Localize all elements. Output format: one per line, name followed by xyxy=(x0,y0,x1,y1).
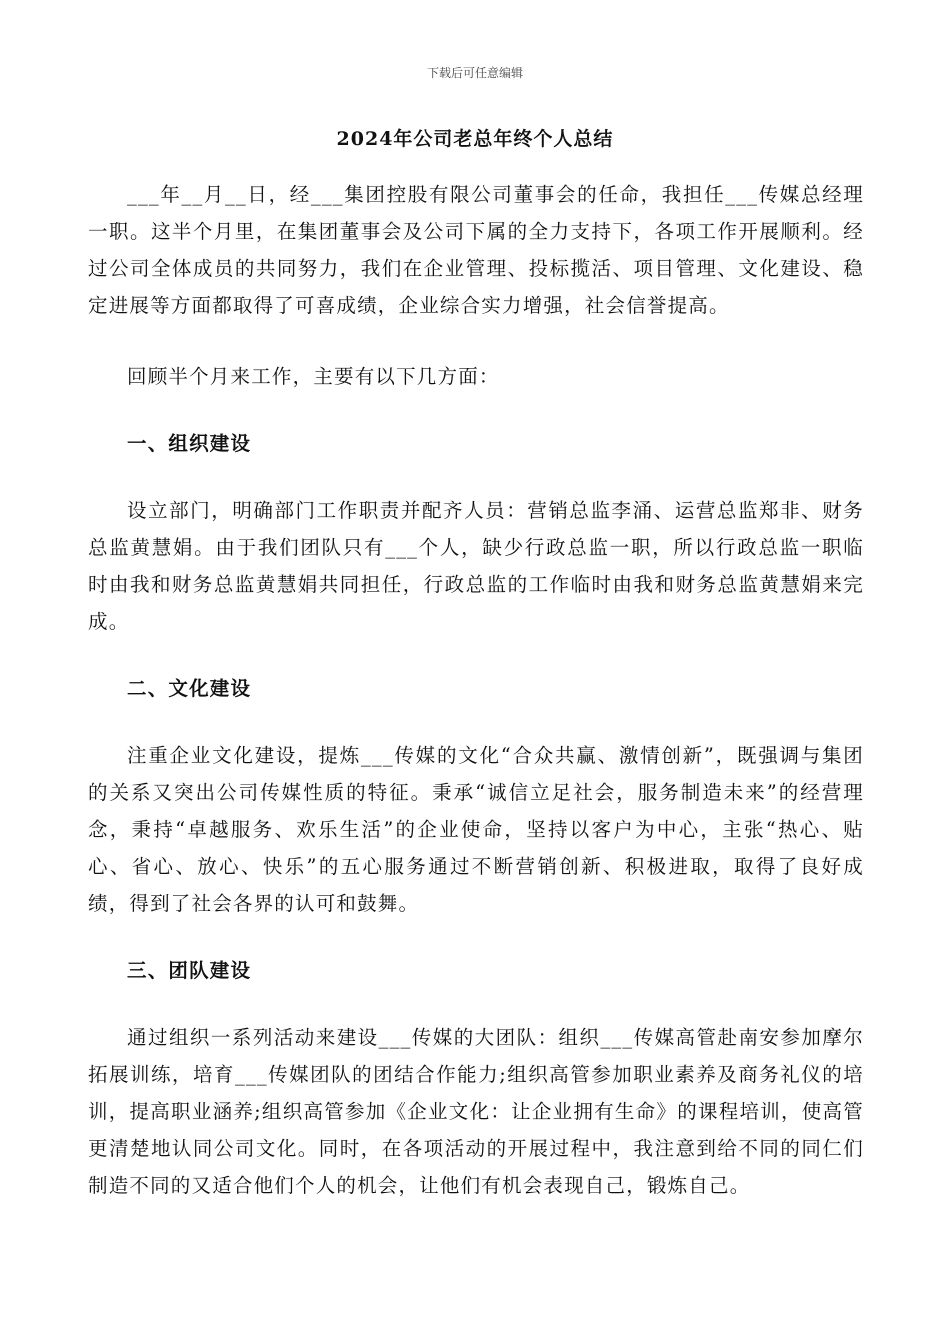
intro-paragraph: ___年__月__日，经___集团控股有限公司董事会的任命，我担任___传媒总经理一职。这半个月里，在集团董事会及公司下属的全力支持下，各项工作开展顺利。经过公司全体成员的共同努力，我们在企业管理、投标揽活、项目管理、文化建设、稳定进展等方面都取得了可喜成绩，企业综合实力增强，社会信誉提高。 xyxy=(88,183,864,317)
section-text-organization: 设立部门，明确部门工作职责并配齐人员：营销总监李涌、运营总监郑非、财务总监黄慧娟。由于我们团队只有___个人，缺少行政总监一职，所以行政总监一职临时由我和财务总监黄慧娟共同担任，行政总监的工作临时由我和财务总监黄慧娟来完成。 xyxy=(88,499,864,633)
section-heading-culture: 二、文化建设 xyxy=(127,677,252,700)
section-heading-organization: 一、组织建设 xyxy=(127,432,252,455)
document-body xyxy=(88,176,864,1204)
review-paragraph: 回顾半个月来工作，主要有以下几方面： xyxy=(127,365,500,388)
section-heading-team: 三、团队建设 xyxy=(127,959,252,982)
header-note: 下载后可任意编辑 xyxy=(426,66,523,80)
section-text-culture: 注重企业文化建设，提炼___传媒的文化“合众共赢、激情创新”，既强调与集团的关系又突出公司传媒性质的特征。秉承“诚信立足社会，服务制造未来”的经营理念，秉持“卓越服务、欢乐生活”的企业使命，坚持以客户为中心，主张“热心、贴心、省心、放心、快乐”的五心服务通过不断营销创新、积极进取，取得了良好成绩，得到了社会各界的认可和鼓舞。 xyxy=(88,744,864,915)
section-text-team: 通过组织一系列活动来建设___传媒的大团队：组织___传媒高管赴南安参加摩尔拓展训练，培育___传媒团队的团结合作能力;组织高管参加职业素养及商务礼仪的培训，提高职业涵养;组织高管参加《企业文化：让企业拥有生命》的课程培训，使高管更清楚地认同公司文化。同时，在各项活动的开展过程中，我注意到给不同的同仁们制造不同的又适合他们个人的机会，让他们有机会表现自己，锻炼自己。 xyxy=(88,1026,864,1197)
document-title: 2024年公司老总年终个人总结 xyxy=(336,128,614,150)
